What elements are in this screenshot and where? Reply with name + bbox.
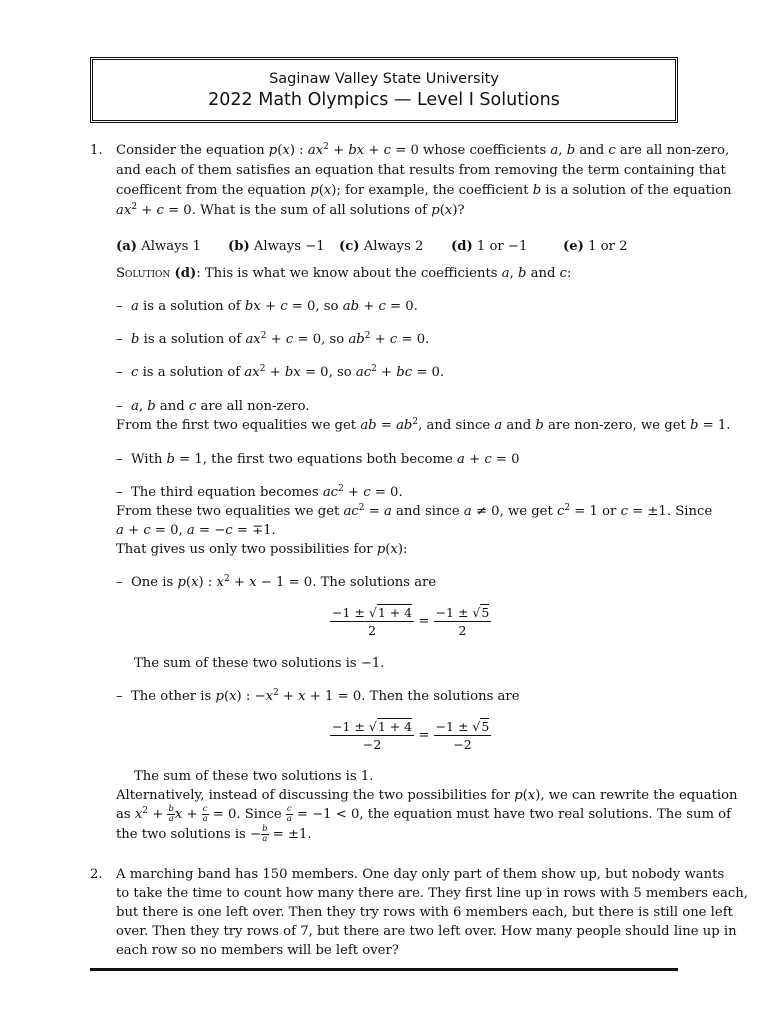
choice-d: (d) 1 or −1 <box>451 239 528 254</box>
choice-b: (b) Always −1 <box>228 239 325 254</box>
solution-heading: Solution (d): This is what we know about the coefficients a, b and c: <box>116 266 572 281</box>
bullet-with-b: – With b = 1, the first two equations both become a + c = 0 <box>116 452 520 467</box>
problem-2-line-1: A marching band has 150 members. One day only part of them show up, but nobody wants <box>116 867 725 882</box>
bullet-first-possibility: – One is p(x) : $x^2 + x - 1 = 0$. The solutions are <box>116 574 437 590</box>
problem-2-line-3: but there is one left over. Then they try rows with 6 members each, but there is still one left <box>116 905 733 920</box>
bullet-third-equation: – The third equation becomes $ac^2 + c = 0$. <box>116 484 403 500</box>
paragraph-rewritten-equation: as $x^2$ + $\frac{b}{a}$ x + $\frac{c}{a}$ = 0. Since $\frac{c}{a}$ = −1 < 0, the equation must have two real solutions. The sum of <box>116 804 732 824</box>
university-name: Saginaw Valley State University <box>269 71 499 87</box>
bullet-b: – b is a solution of $ax^2 + c = 0$, so $ab^2 + c = 0$. <box>116 331 430 347</box>
paragraph-a-value: a + c = 0, a = −c = ∓1. <box>116 523 276 538</box>
choice-a: (a) Always 1 <box>116 239 201 254</box>
paragraph-alternative: Alternatively, instead of discussing the two possibilities for p(x), we can rewrite the equation <box>116 788 738 803</box>
sum-second: The sum of these two solutions is 1. <box>134 769 374 784</box>
equation-solutions-2: $\frac{-1 \pm √1 + 4}{-2}$ = $\frac{-1 \pm √5}{-2}$ <box>332 719 490 752</box>
bullet-a: – a is a solution of bx + c = 0, so ab + c = 0. <box>116 299 418 314</box>
bullet-c: – c is a solution of $ax^2$ + bx = 0, so $ac^2$ + bc = 0. <box>116 364 445 380</box>
problem-1-line-1: Consider the equation p(x) : $ax^2$ + bx + c = 0 whose coefficients a, b and c are all non-zero, <box>116 142 730 158</box>
paragraph-c-squared: From these two equalities we get $ac^2 = a$ and since a ≠ 0, we get $c^2 = 1$ or c = ±1. Since <box>116 503 713 519</box>
title-box <box>90 57 678 123</box>
bottom-rule <box>90 968 678 971</box>
problem-1-line-2: and each of them satisfies an equation that results from removing the term containing that <box>116 163 726 178</box>
problem-2-number: 2. <box>90 867 103 882</box>
bullet-second-possibility: – The other is p(x) : $-x^2 + x + 1 = 0$. Then the solutions are <box>116 688 520 704</box>
equation-solutions-1: $\frac{-1 \pm √1 + 4}{2}$ = $\frac{-1 \pm √5}{2}$ <box>332 605 490 638</box>
problem-2-line-4: over. Then they try rows of 7, but there are two left over. How many people should line up in <box>116 924 737 939</box>
paragraph-b-equals-1: From the first two equalities we get ab = $ab^2$, and since a and b are non-zero, we get b = 1. <box>116 417 731 433</box>
paragraph-two-possibilities: That gives us only two possibilities for p(x): <box>116 542 408 557</box>
problem-2-line-2: to take the time to count how many there are. They first line up in rows with 5 members each, <box>116 886 748 901</box>
sum-first: The sum of these two solutions is −1. <box>134 656 385 671</box>
problem-1-line-3: coefficent from the equation p(x); for example, the coefficient b is a solution of the equation <box>116 183 732 198</box>
bullet-nonzero: – a, b and c are all non-zero. <box>116 399 310 414</box>
problem-1-line-4: $ax^2 + c = 0$. What is the sum of all solutions of p(x)? <box>116 202 465 218</box>
paragraph-sum-conclusion: the two solutions is − $\frac{b}{a}$ = ±1. <box>116 824 312 844</box>
problem-2-line-5: each row so no members will be left over? <box>116 943 399 958</box>
choice-e: (e) 1 or 2 <box>563 239 628 254</box>
problem-1-number: 1. <box>90 143 103 158</box>
choice-c: (c) Always 2 <box>339 239 424 254</box>
page-title: 2022 Math Olympics — Level I Solutions <box>208 90 560 110</box>
